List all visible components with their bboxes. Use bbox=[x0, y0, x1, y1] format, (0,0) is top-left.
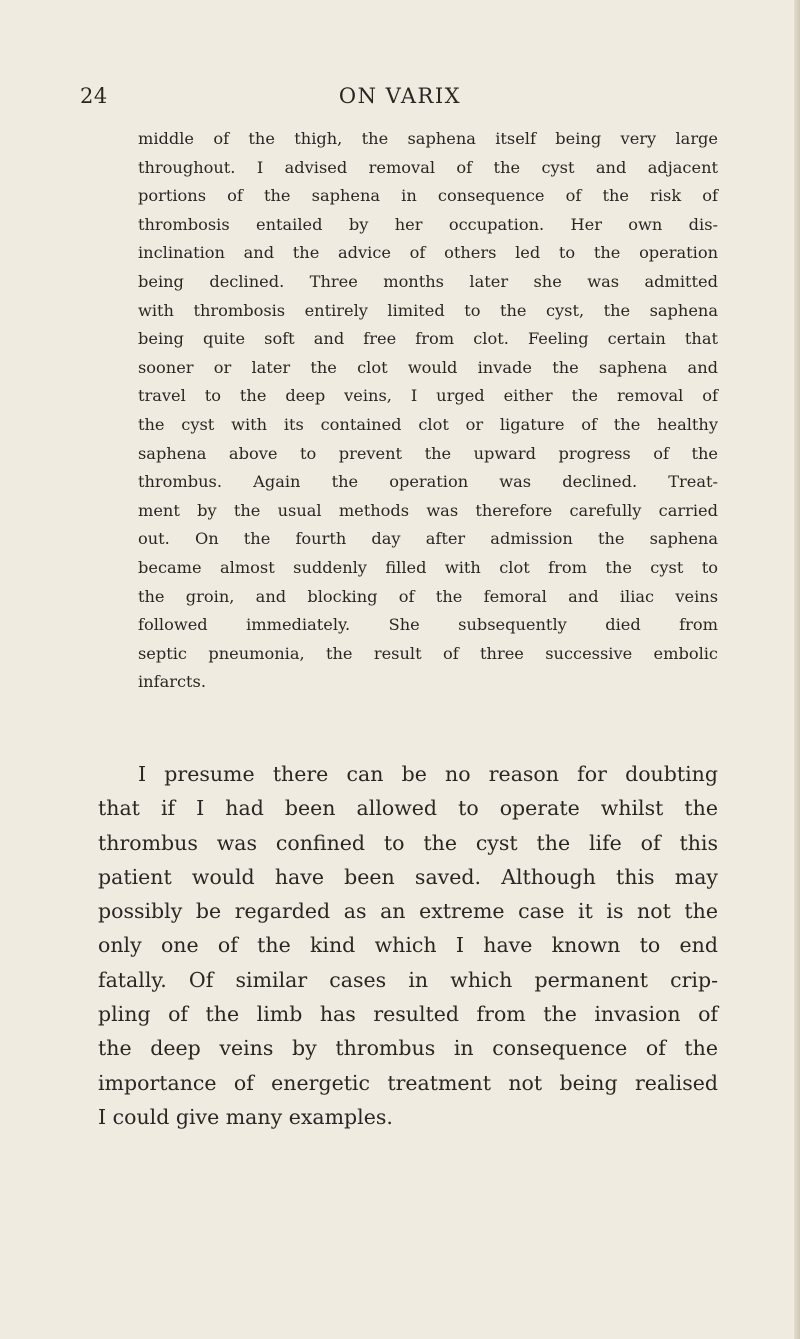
text-line: I presume there can be no reason for doubting bbox=[138, 762, 718, 786]
text-line: being declined. Three months later she was admitted bbox=[138, 271, 718, 291]
text-line: septic pneumonia, the result of three successive embolic bbox=[138, 643, 718, 663]
text-line: followed immediately. She subsequently died from bbox=[138, 615, 718, 635]
text-line: thrombus. Again the operation was declined. Treat- bbox=[138, 472, 718, 492]
text-line: travel to the deep veins, I urged either the removal of bbox=[138, 386, 718, 406]
text-line: being quite soft and free from clot. Feeling certain that bbox=[138, 329, 718, 349]
text-line: importance of energetic treatment not being realised bbox=[98, 1070, 718, 1095]
text-line: possibly be regarded as an extreme case it is not the bbox=[98, 899, 718, 924]
text-line: inclination and the advice of others led to the operation bbox=[138, 243, 718, 263]
text-line: portions of the saphena in consequence of the risk of bbox=[138, 186, 718, 206]
text-line: middle of the thigh, the saphena itself being very large bbox=[138, 129, 718, 148]
running-head: ON VARIX bbox=[338, 84, 462, 108]
text-line: became almost suddenly filled with clot from the cyst to bbox=[138, 557, 718, 577]
text-line: ment by the usual methods was therefore carefully carried bbox=[138, 500, 718, 520]
page-edge-shadow bbox=[794, 0, 800, 1339]
commentary-paragraph bbox=[98, 757, 718, 1134]
text-line: sooner or later the clot would invade the saphena and bbox=[138, 357, 718, 377]
text-line: saphena above to prevent the upward progress of the bbox=[138, 443, 718, 463]
text-line: infarcts. bbox=[138, 672, 207, 692]
page-number: 24 bbox=[80, 84, 108, 108]
text-line: that if I had been allowed to operate whilst the bbox=[98, 796, 718, 821]
text-line: only one of the kind which I have known to end bbox=[98, 933, 718, 958]
text-line: the cyst with its contained clot or ligature of the healthy bbox=[138, 414, 718, 434]
text-line: patient would have been saved. Although this may bbox=[98, 864, 718, 889]
text-line: with thrombosis entirely limited to the cyst, the saphena bbox=[138, 300, 718, 320]
text-line: the deep veins by thrombus in consequence of the bbox=[98, 1036, 718, 1061]
text-line: pling of the limb has resulted from the invasion of bbox=[98, 1002, 718, 1027]
text-line: throughout. I advised removal of the cyst and adjacent bbox=[138, 157, 718, 177]
case-report-paragraph bbox=[138, 125, 718, 697]
text-line: I could give many examples. bbox=[98, 1104, 393, 1129]
text-line: thrombosis entailed by her occupation. Her own dis- bbox=[138, 214, 718, 234]
text-line: out. On the fourth day after admission the saphena bbox=[138, 529, 718, 549]
text-line: thrombus was confined to the cyst the life of this bbox=[98, 830, 718, 855]
text-line: fatally. Of similar cases in which permanent crip- bbox=[98, 967, 718, 992]
page-header bbox=[0, 84, 800, 114]
text-line: the groin, and blocking of the femoral and iliac veins bbox=[138, 586, 718, 606]
